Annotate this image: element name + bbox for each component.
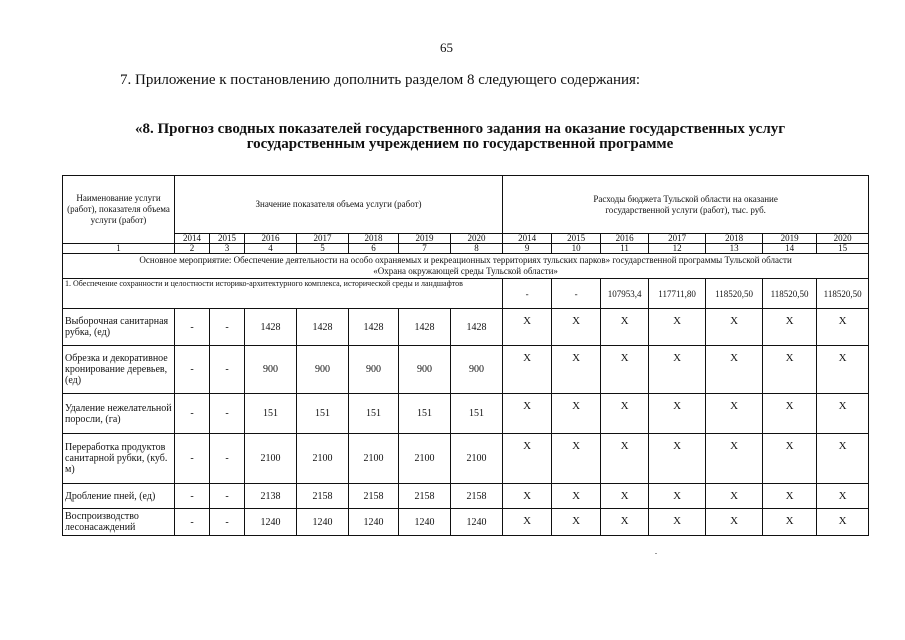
volume-value-cell: 2158 xyxy=(451,484,503,509)
budget-year-cell: 2020 xyxy=(817,234,869,244)
volume-value-cell: 2158 xyxy=(297,484,349,509)
volume-value-cell: 1428 xyxy=(349,309,399,346)
volume-value-cell: - xyxy=(175,394,210,434)
volume-value-cell: 900 xyxy=(399,346,451,394)
budget-value-cell: X xyxy=(601,509,649,536)
budget-value-cell: X xyxy=(649,346,706,394)
budget-value-cell: X xyxy=(503,434,552,484)
table-row xyxy=(63,309,869,346)
volume-value-cell: 151 xyxy=(245,394,297,434)
budget-value-cell: X xyxy=(763,394,817,434)
column-number-cell: 1 xyxy=(63,244,175,254)
budget-year-cell: 2019 xyxy=(763,234,817,244)
table-row xyxy=(63,509,869,536)
budget-value-cell: X xyxy=(503,346,552,394)
column-number-cell: 9 xyxy=(503,244,552,254)
budget-year-cell: 2014 xyxy=(503,234,552,244)
budget-value-cell: X xyxy=(817,394,869,434)
budget-value-cell: X xyxy=(552,394,601,434)
section-row xyxy=(63,254,869,279)
volume-year-cell: 2015 xyxy=(210,234,245,244)
volume-year-cell: 2014 xyxy=(175,234,210,244)
budget-value-cell: X xyxy=(649,484,706,509)
column-number-cell: 5 xyxy=(297,244,349,254)
volume-value-cell: 900 xyxy=(297,346,349,394)
volume-value-cell: 1240 xyxy=(451,509,503,536)
budget-value-cell: X xyxy=(706,484,763,509)
volume-value-cell: 2100 xyxy=(399,434,451,484)
volume-value-cell: 2100 xyxy=(297,434,349,484)
volume-value-cell: 1240 xyxy=(399,509,451,536)
heading-line-2: государственным учреждением по государственной программе xyxy=(246,136,674,152)
budget-value-cell: X xyxy=(706,509,763,536)
volume-year-cell: 2016 xyxy=(245,234,297,244)
budget-value-cell: X xyxy=(552,484,601,509)
volume-value-cell: - xyxy=(210,509,245,536)
volume-value-cell: - xyxy=(175,346,210,394)
budget-value-cell: X xyxy=(706,394,763,434)
volume-value-cell: 900 xyxy=(349,346,399,394)
volume-value-cell: 2138 xyxy=(245,484,297,509)
activity-budget-cell: - xyxy=(503,279,552,309)
budget-value-cell: X xyxy=(706,309,763,346)
column-number-cell: 14 xyxy=(763,244,817,254)
row-name: Переработка продуктов санитарной рубки, (куб. м) xyxy=(63,434,175,484)
volume-value-cell: 1428 xyxy=(399,309,451,346)
budget-value-cell: X xyxy=(503,509,552,536)
budget-value-cell: X xyxy=(552,509,601,536)
volume-value-cell: 2100 xyxy=(451,434,503,484)
column-number-cell: 15 xyxy=(817,244,869,254)
volume-value-cell: 151 xyxy=(399,394,451,434)
budget-value-cell: X xyxy=(552,309,601,346)
volume-value-cell: 151 xyxy=(349,394,399,434)
column-number-cell: 4 xyxy=(245,244,297,254)
column-number-cell: 3 xyxy=(210,244,245,254)
volume-value-cell: 1240 xyxy=(297,509,349,536)
column-numbers-row xyxy=(63,244,869,254)
budget-value-cell: X xyxy=(503,309,552,346)
volume-value-cell: 151 xyxy=(297,394,349,434)
volume-value-cell: 1428 xyxy=(451,309,503,346)
budget-value-cell: X xyxy=(817,484,869,509)
scan-speck xyxy=(655,553,657,554)
budget-value-cell: X xyxy=(763,434,817,484)
years-row xyxy=(63,234,869,244)
activity-budget-cell: 117711,80 xyxy=(649,279,706,309)
budget-value-cell: X xyxy=(763,309,817,346)
budget-value-cell: X xyxy=(601,394,649,434)
table-row xyxy=(63,394,869,434)
service-name-header: Наименование услуги (работ), показателя объема услуги (работ) xyxy=(63,176,175,244)
column-number-cell: 6 xyxy=(349,244,399,254)
budget-value-cell: X xyxy=(552,346,601,394)
volume-value-cell: 2100 xyxy=(245,434,297,484)
column-number-cell: 11 xyxy=(601,244,649,254)
indicators-table xyxy=(62,175,869,536)
budget-value-cell: X xyxy=(817,346,869,394)
row-name: Воспроизводство лесонасаждений xyxy=(63,509,175,536)
column-number-cell: 10 xyxy=(552,244,601,254)
budget-value-cell: X xyxy=(649,509,706,536)
activity-budget-cell: 118520,50 xyxy=(706,279,763,309)
volume-year-cell: 2020 xyxy=(451,234,503,244)
section-title-line-1: Основное мероприятие: Обеспечение деятельности на особо охраняемых и рекреационных территориях тульских парков» государственной программы Тульской области xyxy=(139,255,792,265)
volume-value-cell: - xyxy=(175,434,210,484)
volume-value-cell: 900 xyxy=(245,346,297,394)
volume-value-cell: 1428 xyxy=(297,309,349,346)
budget-value-cell: X xyxy=(817,509,869,536)
volume-value-cell: 2158 xyxy=(399,484,451,509)
budget-year-cell: 2017 xyxy=(649,234,706,244)
section-title-line-2: «Охрана окружающей среды Тульской области» xyxy=(373,266,558,276)
budget-value-cell: X xyxy=(552,434,601,484)
budget-value-cell: X xyxy=(601,484,649,509)
row-name: Обрезка и декоративное кронирование деревьев, (ед) xyxy=(63,346,175,394)
budget-value-cell: X xyxy=(763,509,817,536)
volume-value-cell: 1240 xyxy=(349,509,399,536)
column-number-cell: 13 xyxy=(706,244,763,254)
heading-line-1: «8. Прогноз сводных показателей государственного задания на оказание государственных услуг xyxy=(134,121,786,137)
budget-year-cell: 2015 xyxy=(552,234,601,244)
budget-value-cell: X xyxy=(649,309,706,346)
activity-budget-cell: - xyxy=(552,279,601,309)
column-number-cell: 12 xyxy=(649,244,706,254)
activity-budget-cell: 107953,4 xyxy=(601,279,649,309)
volume-value-cell: - xyxy=(210,484,245,509)
activity-budget-cell: 118520,50 xyxy=(817,279,869,309)
budget-year-cell: 2018 xyxy=(706,234,763,244)
volume-year-cell: 2018 xyxy=(349,234,399,244)
volume-header: Значение показателя объема услуги (работ) xyxy=(175,176,503,234)
volume-value-cell: - xyxy=(210,309,245,346)
header-row xyxy=(63,176,869,234)
budget-value-cell: X xyxy=(706,434,763,484)
row-name: Удаление нежелательной поросли, (га) xyxy=(63,394,175,434)
column-number-cell: 2 xyxy=(175,244,210,254)
volume-value-cell: - xyxy=(210,346,245,394)
table-row xyxy=(63,484,869,509)
budget-value-cell: X xyxy=(601,346,649,394)
activity-row xyxy=(63,279,869,309)
activity-budget-cell: 118520,50 xyxy=(763,279,817,309)
budget-value-cell: X xyxy=(706,346,763,394)
budget-year-cell: 2016 xyxy=(601,234,649,244)
budget-value-cell: X xyxy=(817,309,869,346)
budget-value-cell: X xyxy=(817,434,869,484)
section-heading xyxy=(100,122,820,152)
volume-value-cell: 900 xyxy=(451,346,503,394)
table-row xyxy=(63,346,869,394)
volume-year-cell: 2017 xyxy=(297,234,349,244)
budget-value-cell: X xyxy=(503,394,552,434)
budget-value-cell: X xyxy=(601,434,649,484)
volume-value-cell: 1240 xyxy=(245,509,297,536)
budget-value-cell: X xyxy=(763,484,817,509)
row-name: Выборочная санитарная рубка, (ед) xyxy=(63,309,175,346)
volume-value-cell: - xyxy=(210,434,245,484)
volume-value-cell: - xyxy=(210,394,245,434)
section-title xyxy=(63,254,869,279)
volume-value-cell: 1428 xyxy=(245,309,297,346)
volume-value-cell: 2100 xyxy=(349,434,399,484)
budget-value-cell: X xyxy=(649,394,706,434)
intro-paragraph: 7. Приложение к постановлению дополнить разделом 8 следующего содержания: xyxy=(120,72,641,88)
volume-value-cell: - xyxy=(175,309,210,346)
activity-name: 1. Обеспечение сохранности и целостности историко-архитектурного комплекса, исторической среды и ландшафтов xyxy=(63,279,503,309)
volume-value-cell: - xyxy=(175,484,210,509)
volume-year-cell: 2019 xyxy=(399,234,451,244)
budget-header: Расходы бюджета Тульской области на оказание государственной услуги (работ), тыс. руб. xyxy=(503,176,869,234)
page-number: 65 xyxy=(440,40,453,55)
budget-value-cell: X xyxy=(503,484,552,509)
column-number-cell: 8 xyxy=(451,244,503,254)
volume-value-cell: - xyxy=(175,509,210,536)
table-row xyxy=(63,434,869,484)
row-name: Дробление пней, (ед) xyxy=(63,484,175,509)
budget-value-cell: X xyxy=(601,309,649,346)
budget-value-cell: X xyxy=(763,346,817,394)
volume-value-cell: 2158 xyxy=(349,484,399,509)
budget-value-cell: X xyxy=(649,434,706,484)
column-number-cell: 7 xyxy=(399,244,451,254)
volume-value-cell: 151 xyxy=(451,394,503,434)
